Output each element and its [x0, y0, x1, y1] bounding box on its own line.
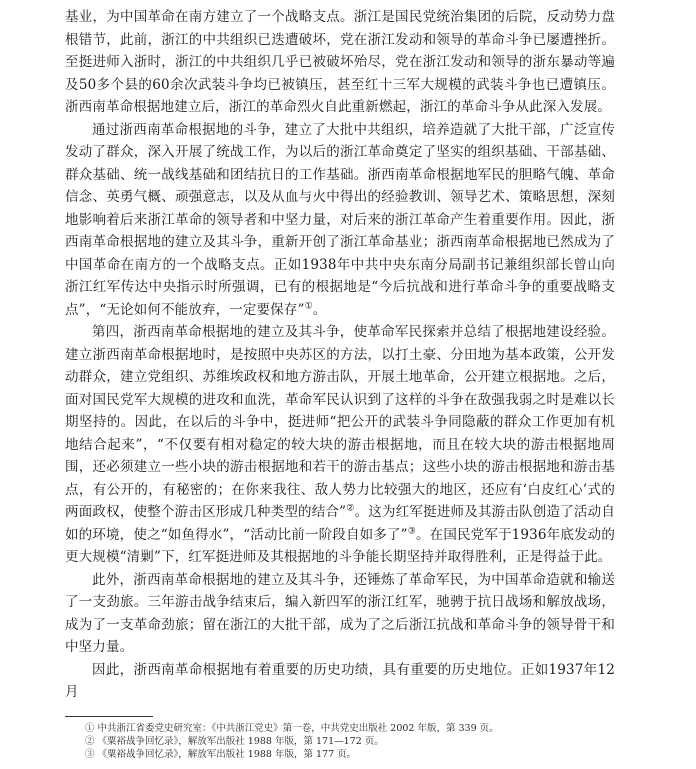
footnote-3: ③ 《粟裕战争回忆录》，解放军出版社 1988 年版，第 177 页。 — [85, 749, 357, 760]
footnote-1: ① 中共浙江省委党史研究室：《中共浙江党史》第一卷，中共党史出版社 2002 年版，第 339 页。 — [85, 723, 499, 734]
paragraph-4-text: 此外，浙西南革命根据地的建立及其斗争，还锤炼了革命军民，为中国革命造就和输送了一支劲旅。三年游击战争结束后，编入新四军的浙江红军，驰骋于抗日战场和解放战场，成为了一支革命劲旅；留在浙江的大批干部，成为了之后浙江抗战和革命斗争的领导骨干和中坚力量。 — [65, 571, 615, 655]
footnote-ref-3[interactable]: ③ — [407, 526, 416, 536]
paragraph-3-text: 第四，浙西南革命根据地的建立及其斗争，使革命军民探索并总结了根据地建设经验。建立浙西南革命根据地时，是按照中央苏区的方法，以打土豪、分田地为基本政策，公开发动群众，建立党组织、苏维埃政权和地方游击队，开展土地革命，公开建立根据地。之后，面对国民党军大规模的进攻和血洗，革命军民认识到了这样的斗争在敌强我弱之时是难以长期坚持的。因此，在以后的斗争中，挺进师“把公开的武装斗争同隐蔽的群众工作更加有机地结合起来”，“不仅要有相对稳定的较大块的游击根据地，而且在较大块的游击根据地周围，还必须建立一些小块的游击根据地和若干的游击基点；这些小块的游击根据地和游击基点，有公开的，有秘密的；在你来我往、敌人势力比较强大的地区，还应有‘白皮红心’式的两面政权，使整个游击区形成几种类型的结合” — [65, 324, 615, 520]
paragraph-2 — [65, 119, 615, 322]
paragraph-1 — [65, 6, 615, 119]
paragraph-2-text: 通过浙西南革命根据地的斗争，建立了大批中共组织，培养造就了大批干部，广泛宣传发动了群众，深入开展了统战工作，为以后的浙江革命奠定了坚实的组织基础、干部基础、群众基础、统一战线基础和团结抗日的工作基础。浙西南革命根据地军民的胆略气魄、革命信念、英勇气概、顽强意志，以及从血与火中得出的经验教训、领导艺术、策略思想，深刻地影响着后来浙江革命的领导者和中坚力量，对后来的浙江革命产生着重要作用。因此，浙西南革命根据地的建立及其斗争，重新开创了浙江革命基业；浙西南革命根据地已然成为了中国革命在南方的一个战略支点。正如1938年中共中央东南分局副书记兼组织部长曾山向浙江红军传达中央指示时所强调，已有的根据地是“今后抗战和进行革命斗争的重要战略支点”，“无论如何不能放弃，一定要保存” — [65, 121, 615, 318]
paragraph-3 — [65, 321, 615, 569]
paragraph-5 — [65, 659, 615, 704]
footnotes — [85, 722, 615, 761]
footnote-divider — [65, 716, 153, 717]
main-text — [65, 6, 615, 704]
footnote-ref-2[interactable]: ② — [346, 503, 355, 514]
paragraph-5-text: 因此，浙西南革命根据地有着重要的历史功绩，具有重要的历史地位。正如1937年12月 — [65, 661, 615, 700]
paragraph-1-text: 基业，为中国革命在南方建立了一个战略支点。浙江是国民党统治集团的后院，反动势力盘根错节，此前，浙江的中共组织已迭遭破坏，党在浙江发动和领导的革命斗争已屡遭挫折。至挺进师入浙时，浙江的中共组织几乎已被破坏殆尽，党在浙江发动和领导的浙东暴动等遍及50多个县的60余次武装斗争均已被镇压，甚至红十三军大规模的武装斗争也已遭镇压。浙西南革命根据地建立后，浙江的革命烈火自此重新燃起，浙江的革命斗争从此深入发展。 — [65, 9, 615, 115]
footnote-2: ② 《粟裕战争回忆录》，解放军出版社 1988 年版，第 171—172 页。 — [85, 736, 384, 747]
paragraph-2-end: 。 — [312, 301, 327, 318]
paragraph-4 — [65, 569, 615, 659]
paragraph-3-tail-a: 。这为红军挺进师及其游击队创造了活动自如的环境，使之“如鱼得水”，“活动比前一阶段自如多了” — [65, 504, 615, 543]
footnote-ref-1[interactable]: ① — [304, 301, 313, 311]
paragraph-3-tail-b: 。在国民党军于1936年底发动的更大规模“清剿”下，红军挺进师及其根据地的斗争能长期坚持并取得胜利，正是得益于此。 — [65, 526, 615, 565]
